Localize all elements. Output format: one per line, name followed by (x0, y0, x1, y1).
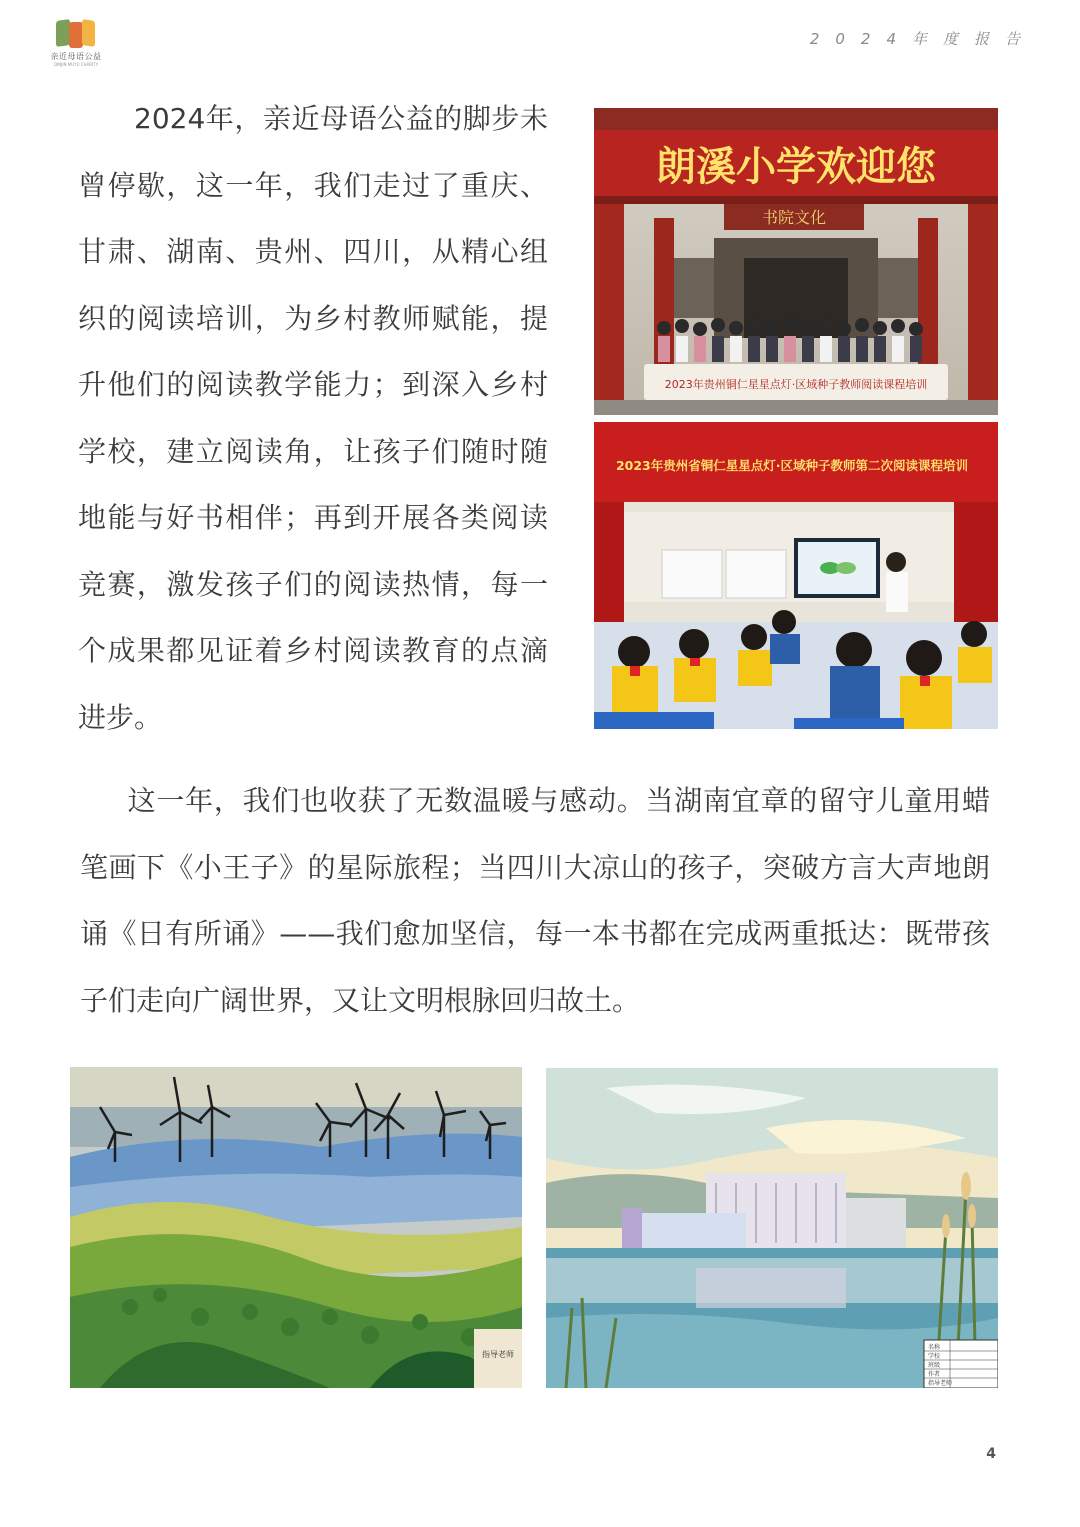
logo (44, 20, 108, 68)
reflection-paragraph: 这一年，我们也收获了无数温暖与感动。当湖南宜章的留守儿童用蜡笔画下《小王子》的星际旅程；当四川大凉山的孩子，突破方言大声地朗诵《日有所诵》——我们愈加坚信，每一本书都在完成两重抵达：既带孩子们走向广阔世界，又让文明根脉回归故土。 (80, 784, 990, 1017)
classroom-photo (594, 422, 998, 729)
windmill-painting (70, 1067, 522, 1388)
painting-signature: 指导老师 (482, 1350, 514, 1359)
logo-text: 亲近母语公益 (50, 52, 102, 61)
plaque-text: 书院文化 (761, 208, 827, 227)
classroom-banner-text: 2023年贵州省铜仁星星点灯·区域种子教师第二次阅读课程培训 (615, 458, 969, 473)
training-banner-text: 2023年贵州铜仁星星点灯·区域种子教师阅读课程培训 (664, 378, 928, 391)
book-logo-icon (56, 20, 96, 48)
label-row: 班级 (928, 1362, 941, 1369)
intro-paragraph: 2024年，亲近母语公益的脚步未曾停歇，这一年，我们走过了重庆、甘肃、湖南、贵州、四川，从精心组织的阅读培训，为乡村教师赋能，提升他们的阅读教学能力；到深入乡村学校，建立阅读角，让孩子们随时随地能与好书相伴；再到开展各类阅读竞赛，激发孩子们的阅读热情，每一个成果都见证着乡村阅读教育的点滴进步。 (78, 102, 548, 734)
lake-painting (546, 1068, 998, 1388)
label-row: 学校 (928, 1353, 941, 1360)
school-gate-photo (594, 108, 998, 415)
logo-subtext: QINJIN MUYU CHARITY (53, 62, 99, 67)
label-row: 指导老师 (928, 1380, 953, 1387)
school-welcome-sign: 朗溪小学欢迎您 (656, 143, 936, 190)
label-row: 名称 (928, 1344, 941, 1351)
label-row: 作者 (928, 1371, 941, 1378)
page-number: 4 (986, 1446, 996, 1462)
report-title: 2024年度报告 (809, 30, 1036, 48)
